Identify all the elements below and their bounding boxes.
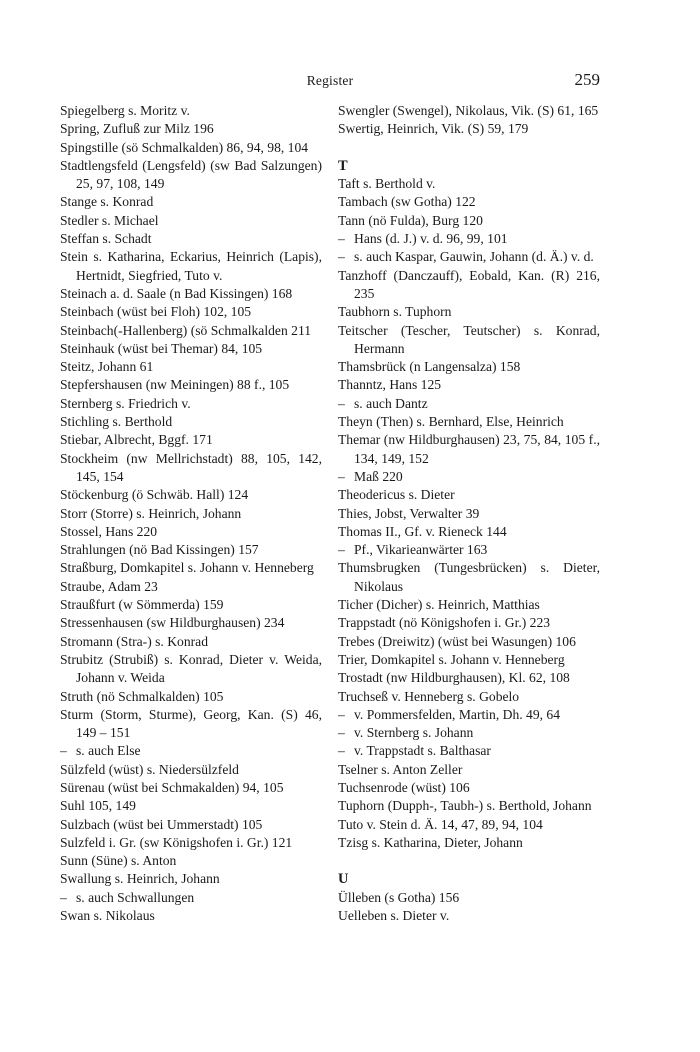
index-entry: Sunn (Süne) s. Anton (60, 853, 177, 869)
subentry-text: s. auch Else (76, 743, 141, 759)
subentry-dash: – (338, 706, 345, 722)
subentry-text: v. Trappstadt s. Balthasar (354, 743, 491, 759)
index-entry: Thanntz, Hans 125 (338, 377, 442, 393)
index-entry: Thomas II., Gf. v. Rieneck 144 (338, 523, 507, 539)
subentry-text: s. auch Kaspar, Gauwin, Johann (d. Ä.) v. d. (354, 249, 594, 265)
index-entry: Tann (nö Fulda), Burg 120 (338, 212, 483, 228)
subentry-dash: – (338, 231, 345, 247)
index-entry: Storr (Storre) s. Heinrich, Johann (60, 505, 242, 521)
index-entry: Teitscher (Tescher, Teutscher) s. Konrad, Hermann (338, 322, 600, 356)
subentry-dash: – (338, 743, 345, 759)
index-entry: Steffan s. Schadt (60, 231, 152, 247)
index-entry: Stöckenburg (ö Schwäb. Hall) 124 (60, 487, 249, 503)
index-entry: Stichling s. Berthold (60, 414, 173, 430)
index-entry: Swertig, Heinrich, Vik. (S) 59, 179 (338, 121, 529, 137)
index-entry: Trostadt (nw Hildburghausen), Kl. 62, 108 (338, 670, 570, 686)
index-entry: Steinach a. d. Saale (n Bad Kissingen) 168 (60, 285, 293, 301)
subentry-text: s. auch Dantz (354, 395, 428, 411)
index-entry: Strahlungen (nö Bad Kissingen) 157 (60, 542, 259, 558)
subentry-dash: – (338, 468, 345, 484)
index-entry: Swallung s. Heinrich, Johann (60, 871, 220, 887)
index-entry: Thumsbrugken (Tungesbrücken) s. Dieter, Nikolaus (338, 560, 600, 594)
subentry-dash: – (60, 743, 67, 759)
index-entry: Spingstille (sö Schmalkalden) 86, 94, 98, 104 (60, 139, 309, 155)
section-letter: T (338, 157, 348, 174)
index-entry: Taft s. Berthold v. (338, 176, 436, 192)
index-entry: Stossel, Hans 220 (60, 523, 158, 539)
index-subentry (338, 230, 600, 248)
index-subentry (338, 742, 600, 760)
index-entry: Straube, Adam 23 (60, 578, 158, 594)
index-entry: Theyn (Then) s. Bernhard, Else, Heinrich (338, 414, 564, 430)
index-entry: Taubhorn s. Tuphorn (338, 304, 452, 320)
index-entry: Truchseß v. Henneberg s. Gobelo (338, 688, 520, 704)
index-entry: Straßburg, Domkapitel s. Johann v. Henneberg (60, 560, 314, 576)
index-entry: Tzisg s. Katharina, Dieter, Johann (338, 834, 523, 850)
index-entry: Stressenhausen (sw Hildburghausen) 234 (60, 615, 285, 631)
index-entry: Stein s. Katharina, Eckarius, Heinrich (Lapis), Hertnidt, Siegfried, Tuto v. (60, 249, 322, 283)
index-entry: Trappstadt (nö Königshofen i. Gr.) 223 (338, 615, 551, 631)
index-entry: Sulzbach (wüst bei Ummerstadt) 105 (60, 816, 263, 832)
index-entry: Sturm (Storm, Sturme), Georg, Kan. (S) 46, 149 – 151 (60, 706, 322, 741)
subentry-text: v. Sternberg s. Johann (354, 725, 474, 741)
index-entry: Strubitz (Strubiß) s. Konrad, Dieter v. Weida, Johann v. Weida (60, 651, 322, 686)
index-entry: Spring, Zufluß zur Milz 196 (60, 121, 214, 137)
section-spacer (338, 139, 600, 157)
index-entry: Swan s. Nikolaus (60, 908, 155, 924)
index-entry: Uelleben s. Dieter v. (338, 908, 450, 924)
index-entry: Sülzfeld (wüst) s. Niedersülzfeld (60, 761, 239, 777)
index-column-right (338, 102, 600, 925)
index-entry: Tanzhoff (Danczauff), Eobald, Kan. (R) 216, 235 (338, 267, 600, 301)
index-entry: Tselner s. Anton Zeller (338, 761, 463, 777)
index-entry: Steitz, Johann 61 (60, 359, 154, 375)
index-entry: Themar (nw Hildburghausen) 23, 75, 84, 105 f., 134, 149, 152 (338, 432, 600, 466)
index-entry: Sulzfeld i. Gr. (sw Königshofen i. Gr.) 121 (60, 834, 293, 850)
index-entry: Steinbach (wüst bei Floh) 102, 105 (60, 304, 252, 320)
index-subentry (60, 889, 322, 907)
index-entry: Steinbach(-Hallenberg) (sö Schmalkalden 211 (60, 322, 312, 338)
index-subentry (338, 724, 600, 742)
index-entry: Ülleben (s Gotha) 156 (338, 889, 460, 905)
index-entry: Trebes (Dreiwitz) (wüst bei Wasungen) 106 (338, 633, 576, 649)
index-entry: Tambach (sw Gotha) 122 (338, 194, 476, 210)
index-subentry (338, 248, 600, 266)
index-subentry (338, 468, 600, 486)
subentry-dash: – (338, 395, 345, 411)
index-entry: Stedler s. Michael (60, 212, 159, 228)
subentry-dash: – (338, 725, 345, 741)
index-subentry (60, 742, 322, 760)
index-entry: Stockheim (nw Mellrichstadt) 88, 105, 142, 145, 154 (60, 450, 322, 484)
index-entry: Spiegelberg s. Moritz v. (60, 103, 190, 118)
index-entry: Ticher (Dicher) s. Heinrich, Matthias (338, 597, 540, 613)
index-entry: Thamsbrück (n Langensalza) 158 (338, 359, 521, 375)
section-letter: U (338, 871, 349, 888)
subentry-text: Maß 220 (354, 468, 403, 484)
index-entry: Swengler (Swengel), Nikolaus, Vik. (S) 61, 165 (338, 103, 599, 118)
index-entry: Stange s. Konrad (60, 194, 154, 210)
index-subentry (338, 541, 600, 559)
index-entry: Theodericus s. Dieter (338, 487, 455, 503)
subentry-dash: – (60, 889, 67, 905)
running-title: Register (306, 73, 354, 88)
index-entry: Stepfershausen (nw Meiningen) 88 f., 105 (60, 377, 290, 393)
index-entry: Straußfurt (w Sömmerda) 159 (60, 597, 224, 613)
subentry-dash: – (338, 542, 345, 558)
index-subentry (338, 395, 600, 413)
subentry-text: Pf., Vikarieanwärter 163 (354, 542, 488, 558)
index-entry: Tuto v. Stein d. Ä. 14, 47, 89, 94, 104 (338, 816, 543, 832)
index-entry: Thies, Jobst, Verwalter 39 (338, 505, 480, 521)
subentry-text: s. auch Schwallungen (76, 889, 195, 905)
index-entry: Struth (nö Schmalkalden) 105 (60, 688, 224, 704)
index-entry: Tuchsenrode (wüst) 106 (338, 779, 470, 795)
index-column-left (60, 102, 322, 925)
index-entry: Tuphorn (Dupph-, Taubh-) s. Berthold, Johann (338, 798, 592, 814)
index-entry: Stromann (Stra-) s. Konrad (60, 633, 208, 649)
subentry-text: v. Pommersfelden, Martin, Dh. 49, 64 (354, 706, 561, 722)
index-entry: Trier, Domkapitel s. Johann v. Henneberg (338, 651, 565, 667)
index-entry: Steinhauk (wüst bei Themar) 84, 105 (60, 340, 263, 356)
subentry-dash: – (338, 249, 345, 265)
index-entry: Sürenau (wüst bei Schmakalden) 94, 105 (60, 779, 284, 795)
index-entry: Suhl 105, 149 (60, 798, 136, 814)
index-entry: Stiebar, Albrecht, Bggf. 171 (60, 432, 213, 448)
index-subentry (338, 706, 600, 724)
index-entry: Sternberg s. Friedrich v. (60, 395, 191, 411)
page-number: 259 (574, 70, 600, 89)
section-spacer (338, 852, 600, 870)
running-head (60, 70, 600, 94)
subentry-text: Hans (d. J.) v. d. 96, 99, 101 (354, 231, 508, 247)
index-entry: Stadtlengsfeld (Lengsfeld) (sw Bad Salzungen) 25, 97, 108, 149 (60, 157, 322, 192)
